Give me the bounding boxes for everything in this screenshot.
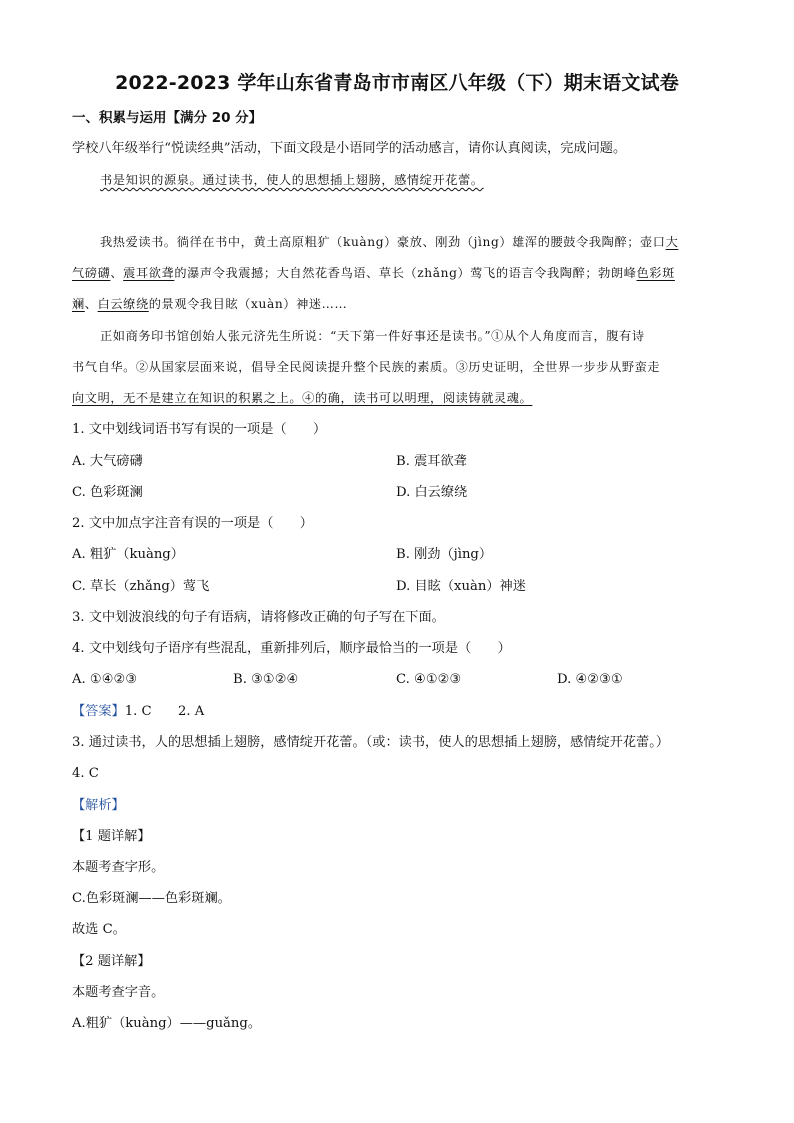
question-2-stem: 2. 文中加点字注音有误的一项是（ ） bbox=[72, 516, 313, 531]
passage-paragraph-3-line-3 bbox=[72, 388, 532, 408]
question-1-stem: 1. 文中划线词语书写有误的一项是（ ） bbox=[72, 422, 327, 437]
passage-text: 正如商务印书馆创始人张元济先生所说：“天下第一件好事还是读书。”①从个人角度而言，腹有诗 bbox=[100, 329, 645, 343]
passage-paragraph-3-line-2 bbox=[72, 357, 660, 377]
question-3-stem: 3. 文中划波浪线的句子有语病，请将修改正确的句子写在下面。 bbox=[72, 610, 445, 625]
q1-option-a: A. 大气磅礴 bbox=[72, 454, 143, 469]
q1-option-c: C. 色彩斑澜 bbox=[72, 485, 143, 500]
passage-text: 的景观令我目眩（xuàn）神迷…… bbox=[148, 297, 348, 311]
answer-line bbox=[72, 702, 204, 722]
underlined-word: 气磅礴 bbox=[72, 266, 111, 280]
q2-option-c: C. 草长（zhǎng）莺飞 bbox=[72, 579, 210, 594]
detail-1-text: 故选 C。 bbox=[72, 922, 126, 937]
intro-text: 学校八年级举行“悦读经典”活动，下面文段是小语同学的活动感言，请你认真阅读，完成问题。 bbox=[72, 141, 627, 156]
detail-1-text: 本题考查字形。 bbox=[72, 860, 165, 875]
page-title: 2022-2023 学年山东省青岛市市南区八年级（下）期末语文试卷 bbox=[115, 72, 679, 94]
underlined-word: 斓 bbox=[72, 297, 85, 311]
underlined-sentence: 向文明，无不是建立在知识的积累之上。④的确，读书可以明理，阅读铸就灵魂。 bbox=[72, 391, 533, 405]
passage-text: 、 bbox=[110, 266, 124, 280]
q1-option-b: B. 震耳欲聋 bbox=[396, 454, 467, 469]
passage-text: 我热爱读书。徜徉在书中，黄土高原粗犷（kuàng）豪放、刚劲（jìng）雄浑的腰鼓令我陶醉；壶口 bbox=[100, 235, 666, 249]
detail-1-text: C.色彩斑澜——色彩斑斓。 bbox=[72, 891, 231, 906]
answer-label: 【答案】 bbox=[72, 704, 125, 719]
answer-3: 3. 通过读书，人的思想插上翅膀，感情绽开花蕾。（或：读书，使人的思想插上翅膀，感情绽开花蕾。） bbox=[72, 735, 670, 750]
detail-2-text: A.粗犷（kuàng）——guǎng。 bbox=[72, 1016, 262, 1031]
q4-option-c: C. ④①②③ bbox=[396, 672, 462, 687]
q2-option-a: A. 粗犷（kuàng） bbox=[72, 547, 184, 562]
underlined-word: 震耳欲聋 bbox=[123, 266, 175, 280]
passage-paragraph-2-line-1 bbox=[100, 232, 678, 252]
answer-1-2: 1. C 2. A bbox=[124, 704, 205, 719]
q4-option-d: D. ④②③① bbox=[557, 672, 623, 687]
underlined-word: 白云缭绕 bbox=[97, 297, 149, 311]
passage-paragraph-1 bbox=[100, 170, 484, 190]
underlined-word: 色彩斑 bbox=[636, 266, 675, 280]
q4-option-a: A. ①④②③ bbox=[72, 672, 138, 687]
detail-2-label: 【2 题详解】 bbox=[72, 954, 151, 969]
passage-paragraph-2-line-2 bbox=[72, 263, 675, 283]
passage-text: 、 bbox=[84, 297, 98, 311]
section-heading: 一、积累与运用【满分 20 分】 bbox=[72, 110, 263, 126]
passage-paragraph-3-line-1 bbox=[100, 326, 645, 346]
passage-text: 的瀑声令我震撼；大自然花香鸟语、草长（zhǎng）莺飞的语言令我陶醉；勃朗峰 bbox=[174, 266, 637, 280]
detail-2-text: 本题考查字音。 bbox=[72, 985, 165, 1000]
analysis-label: 【解析】 bbox=[72, 798, 125, 813]
q4-option-b: B. ③①②④ bbox=[233, 672, 299, 687]
q1-option-d: D. 白云缭绕 bbox=[396, 485, 468, 500]
wavy-sentence: 书是知识的源泉。通过读书，使人的思想插上翅膀，感情绽开花蕾。 bbox=[100, 173, 484, 187]
detail-1-label: 【1 题详解】 bbox=[72, 829, 151, 844]
answer-4: 4. C bbox=[72, 766, 99, 781]
passage-paragraph-2-line-3 bbox=[72, 294, 347, 314]
passage-text: 书气自华。②从国家层面来说，倡导全民阅读提升整个民族的素质。③历史证明，全世界一步步从野蛮走 bbox=[72, 360, 661, 374]
q2-option-b: B. 刚劲（jìng） bbox=[396, 547, 493, 562]
question-4-stem: 4. 文中划线句子语序有些混乱，重新排列后，顺序最恰当的一项是（ ） bbox=[72, 641, 511, 656]
q2-option-d: D. 目眩（xuàn）神迷 bbox=[396, 579, 526, 594]
underlined-word: 大 bbox=[665, 235, 679, 249]
